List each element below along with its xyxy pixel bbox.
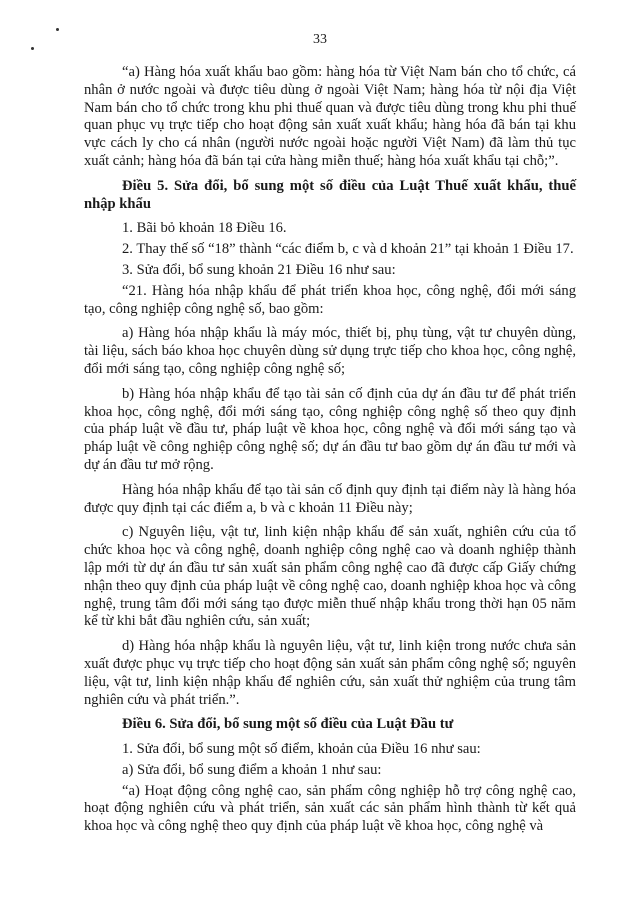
page-number: 33 [313, 32, 327, 47]
article-5-heading: Điều 5. Sửa đổi, bổ sung một số điều của Luật Thuế xuất khẩu, thuế nhập khẩu [84, 177, 576, 212]
paragraph-point-c: c) Nguyên liệu, vật tư, linh kiện nhập khẩu để sản xuất, nghiên cứu của tổ chức khoa học và công nghệ, doanh nghiệp công nghệ cao và doanh nghiệp thành lập mới từ dự án đầu tư sản xuất sản phẩm công nghệ cao đã được cấp Giấy chứng nhận theo quy định của pháp luật về công nghệ cao, doanh nghiệp khoa học và công nghệ, trung tâm đổi mới sáng tạo được miễn thuế nhập khẩu trong thời hạn 05 năm kể từ khi bắt đầu nghiên cứu, sản xuất; [84, 524, 576, 630]
paragraph-amend-clause-21: 3. Sửa đổi, bổ sung khoản 21 Điều 16 như sau: [122, 261, 396, 278]
document-body [84, 64, 576, 843]
paragraph-export-goods-definition: “a) Hàng hóa xuất khẩu bao gồm: hàng hóa từ Việt Nam bán cho tổ chức, cá nhân ở nước ngoài và được tiêu dùng ở ngoài Việt Nam; hàng hóa từ nội địa Việt Nam bán cho tổ chức trong khu phi thuế quan và được tiêu dùng trong khu phi thuế quan phục vụ trực tiếp cho hoạt động sản xuất xuất khẩu; hàng hóa đã bán tại khu vực cách ly cho cá nhân (người nước ngoài hoặc người Việt Nam) đã làm thủ tục xuất cảnh; hàng hóa đã bán tại cửa hàng miễn thuế; hàng hóa xuất khẩu tại chỗ;”. [84, 64, 576, 169]
paragraph-replace-number: 2. Thay thế số “18” thành “các điểm b, c và d khoản 21” tại khoản 1 Điều 17. [122, 241, 574, 258]
paragraph-point-b: b) Hàng hóa nhập khẩu để tạo tài sản cố định của dự án đầu tư để phát triển khoa học, công nghệ, đổi mới sáng tạo, công nghiệp công nghệ số theo quy định của pháp luật về đầu tư, pháp luật về khoa học, công nghệ và đổi mới sáng tạo và pháp luật về công nghiệp công nghệ số; dự án đầu tư bao gồm dự án đầu tư mới và dự án đầu tư mở rộng. [84, 385, 576, 473]
speck-mark [56, 28, 59, 31]
paragraph-fixed-assets: Hàng hóa nhập khẩu để tạo tài sản cố định quy định tại điểm này là hàng hóa được quy định tại các điểm a, b và c khoản 11 Điều này; [84, 481, 576, 516]
paragraph-point-d: d) Hàng hóa nhập khẩu là nguyên liệu, vật tư, linh kiện trong nước chưa sản xuất được phục vụ trực tiếp cho hoạt động sản xuất sản phẩm công nghệ số; nguyên liệu, vật tư, linh kiện nhập khẩu để nghiên cứu, sản xuất thử nghiệm của trung tâm nghiên cứu và phát triển.”. [84, 638, 576, 708]
paragraph-amend-point-a: a) Sửa đổi, bổ sung điểm a khoản 1 như sau: [122, 761, 382, 778]
speck-mark [31, 47, 34, 50]
paragraph-amend-article-16: 1. Sửa đổi, bổ sung một số điểm, khoản của Điều 16 như sau: [122, 741, 481, 758]
paragraph-repeal-clause: 1. Bãi bỏ khoản 18 Điều 16. [122, 220, 287, 237]
paragraph-clause-21-intro: “21. Hàng hóa nhập khẩu để phát triển khoa học, công nghệ, đổi mới sáng tạo, công nghiệp công nghệ số, bao gồm: [84, 282, 576, 317]
article-6-heading: Điều 6. Sửa đổi, bổ sung một số điều của Luật Đầu tư [122, 716, 454, 733]
paragraph-high-tech-activities: “a) Hoạt động công nghệ cao, sản phẩm công nghiệp hỗ trợ công nghệ cao, hoạt động nghiên cứu và phát triển, sản xuất các sản phẩm hình thành từ kết quả khoa học và công nghệ theo quy định của pháp luật về khoa học, công nghệ và [84, 782, 576, 835]
paragraph-point-a: a) Hàng hóa nhập khẩu là máy móc, thiết bị, phụ tùng, vật tư chuyên dùng, tài liệu, sách báo khoa học chuyên dùng sử dụng trực tiếp cho khoa học, công nghệ, đổi mới sáng tạo, công nghiệp công nghệ số; [84, 325, 576, 377]
